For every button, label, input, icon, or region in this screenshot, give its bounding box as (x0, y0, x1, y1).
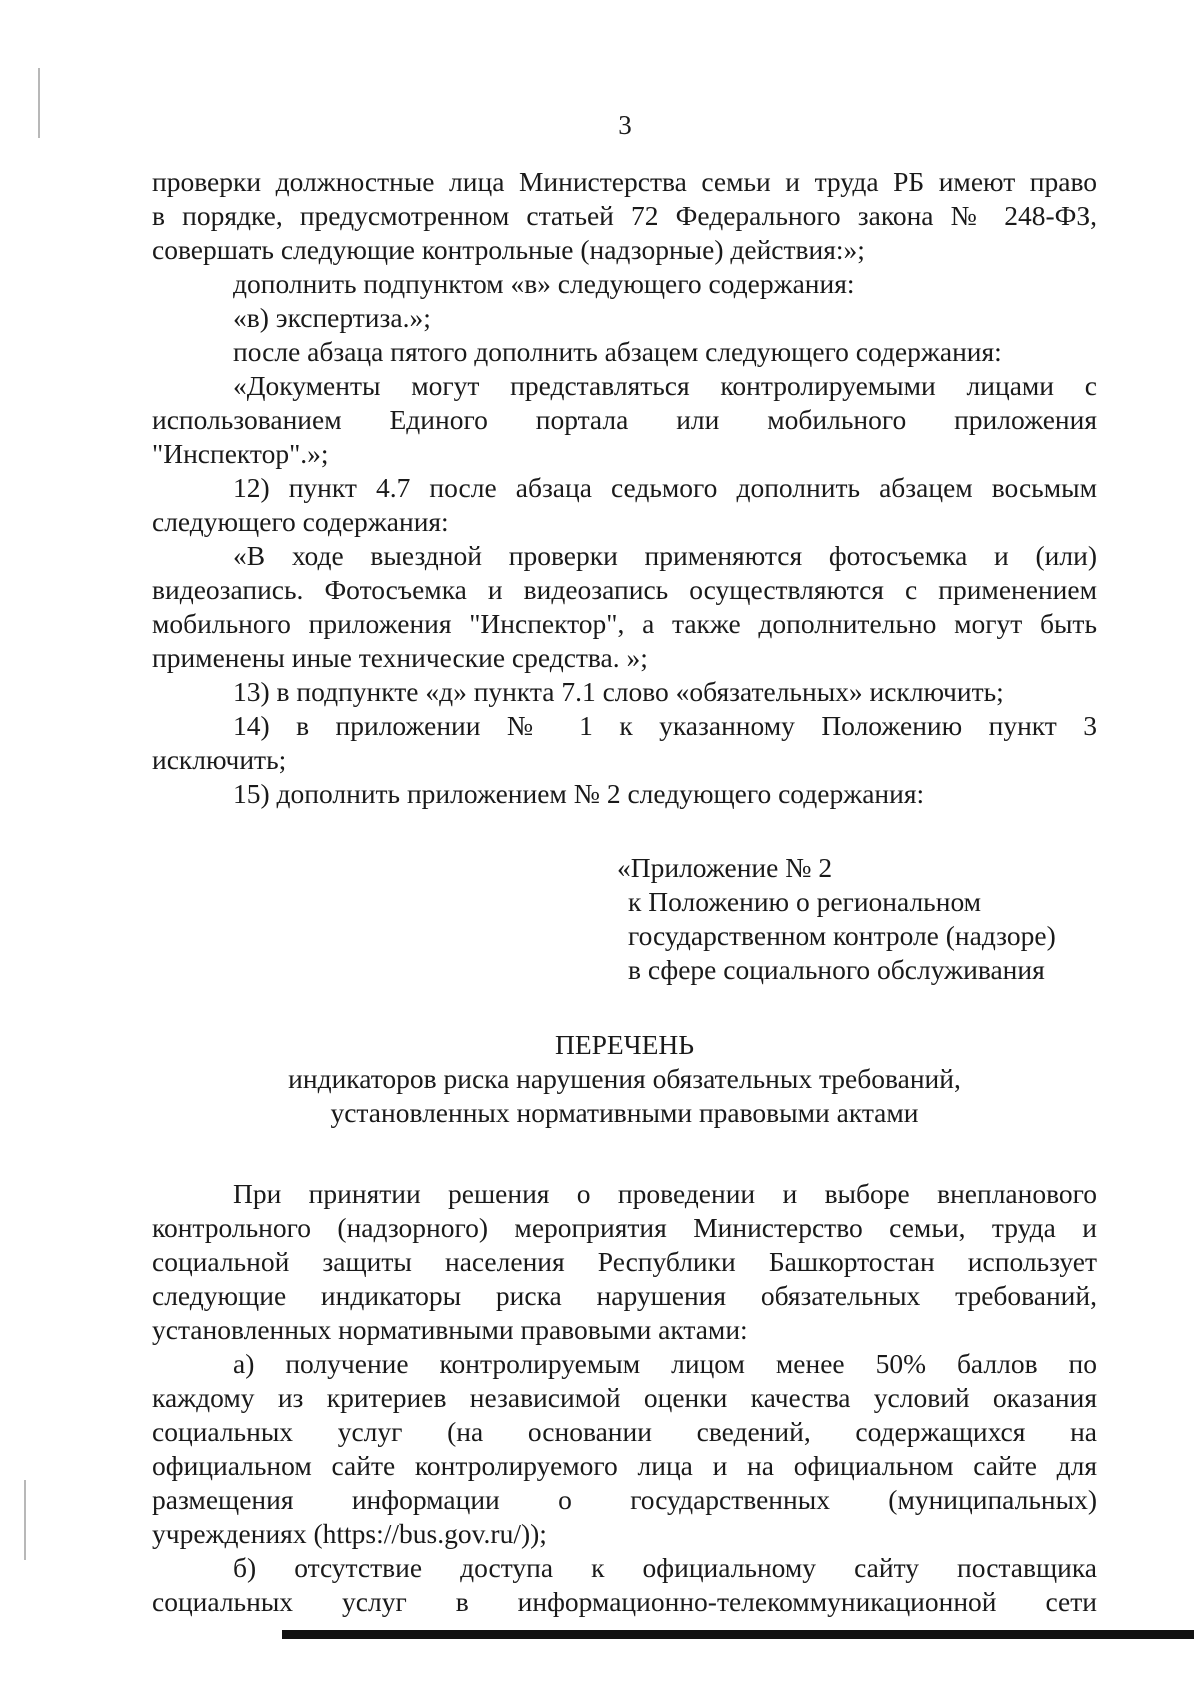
text-line: 14) в приложении № 1 к указанному Положению пункт 3 (233, 710, 1097, 741)
text-line: контрольного (надзорного) мероприятия Министерство семьи, труда и (152, 1212, 1097, 1243)
text-line: социальной защиты населения Республики Башкортостан использует (152, 1246, 1097, 1277)
text-line: официальном сайте контролируемого лица и на официальном сайте для (152, 1450, 1097, 1481)
text-line: учреждениях (https://bus.gov.ru/)); (152, 1518, 547, 1549)
section-title: ПЕРЕЧЕНЬ (554, 1029, 695, 1060)
text-line: 12) пункт 4.7 после абзаца седьмого дополнить абзацем восьмым (233, 472, 1097, 503)
text-line: мобильного приложения "Инспектор", а также дополнительно могут быть (152, 608, 1097, 639)
text-line: исключить; (152, 744, 287, 775)
section-subtitle: установленных нормативными правовыми актами (330, 1097, 919, 1128)
text-line: 15) дополнить приложением № 2 следующего содержания: (233, 778, 925, 809)
text-line: социальных услуг в информационно-телекоммуникационной сети (152, 1586, 1097, 1617)
text-line: каждому из критериев независимой оценки качества условий оказания (152, 1382, 1097, 1413)
text-line: «Документы могут представляться контролируемыми лицами с (233, 370, 1097, 401)
text-line: установленных нормативными правовыми актами: (152, 1314, 748, 1345)
text-line: использованием Единого портала или мобильного приложения (152, 404, 1097, 435)
text-line: б) отсутствие доступа к официальному сайту поставщика (233, 1552, 1097, 1583)
text-line: следующие индикаторы риска нарушения обязательных требований, (152, 1280, 1097, 1311)
scan-artifact-left-line-lower (24, 1480, 26, 1560)
appendix-line: к Положению о региональном (628, 886, 982, 917)
text-line: в порядке, предусмотренном статьей 72 Федерального закона № 248-ФЗ, (152, 200, 1097, 231)
text-line: следующего содержания: (152, 506, 449, 537)
text-line: проверки должностные лица Министерства семьи и труда РБ имеют право (152, 166, 1097, 197)
text-line: видеозапись. Фотосъемка и видеозапись осуществляются с применением (152, 574, 1097, 605)
text-line: "Инспектор".»; (152, 438, 329, 469)
text-line: совершать следующие контрольные (надзорные) действия:»; (152, 234, 865, 265)
appendix-line: «Приложение № 2 (617, 852, 833, 883)
page-number: 3 (618, 110, 632, 140)
text-line: размещения информации о государственных (муниципальных) (152, 1484, 1097, 1515)
text-line: после абзаца пятого дополнить абзацем следующего содержания: (233, 336, 1002, 367)
appendix-line: государственном контроле (надзоре) (628, 920, 1056, 951)
section-subtitle: индикаторов риска нарушения обязательных требований, (288, 1063, 961, 1094)
text-line: «в) экспертиза.»; (233, 302, 431, 333)
text-line: дополнить подпунктом «в» следующего содержания: (233, 268, 855, 299)
text-line: социальных услуг (на основании сведений, содержащихся на (152, 1416, 1097, 1447)
text-line: При принятии решения о проведении и выборе внепланового (233, 1178, 1097, 1209)
text-line: а) получение контролируемым лицом менее 50% баллов по (233, 1348, 1097, 1379)
appendix-line: в сфере социального обслуживания (628, 954, 1045, 985)
text-line: «В ходе выездной проверки применяются фотосъемка и (или) (233, 540, 1097, 571)
text-line: 13) в подпункте «д» пункта 7.1 слово «обязательных» исключить; (233, 676, 1004, 707)
text-line: применены иные технические средства. »; (152, 642, 648, 673)
scan-bottom-edge (282, 1630, 1194, 1639)
